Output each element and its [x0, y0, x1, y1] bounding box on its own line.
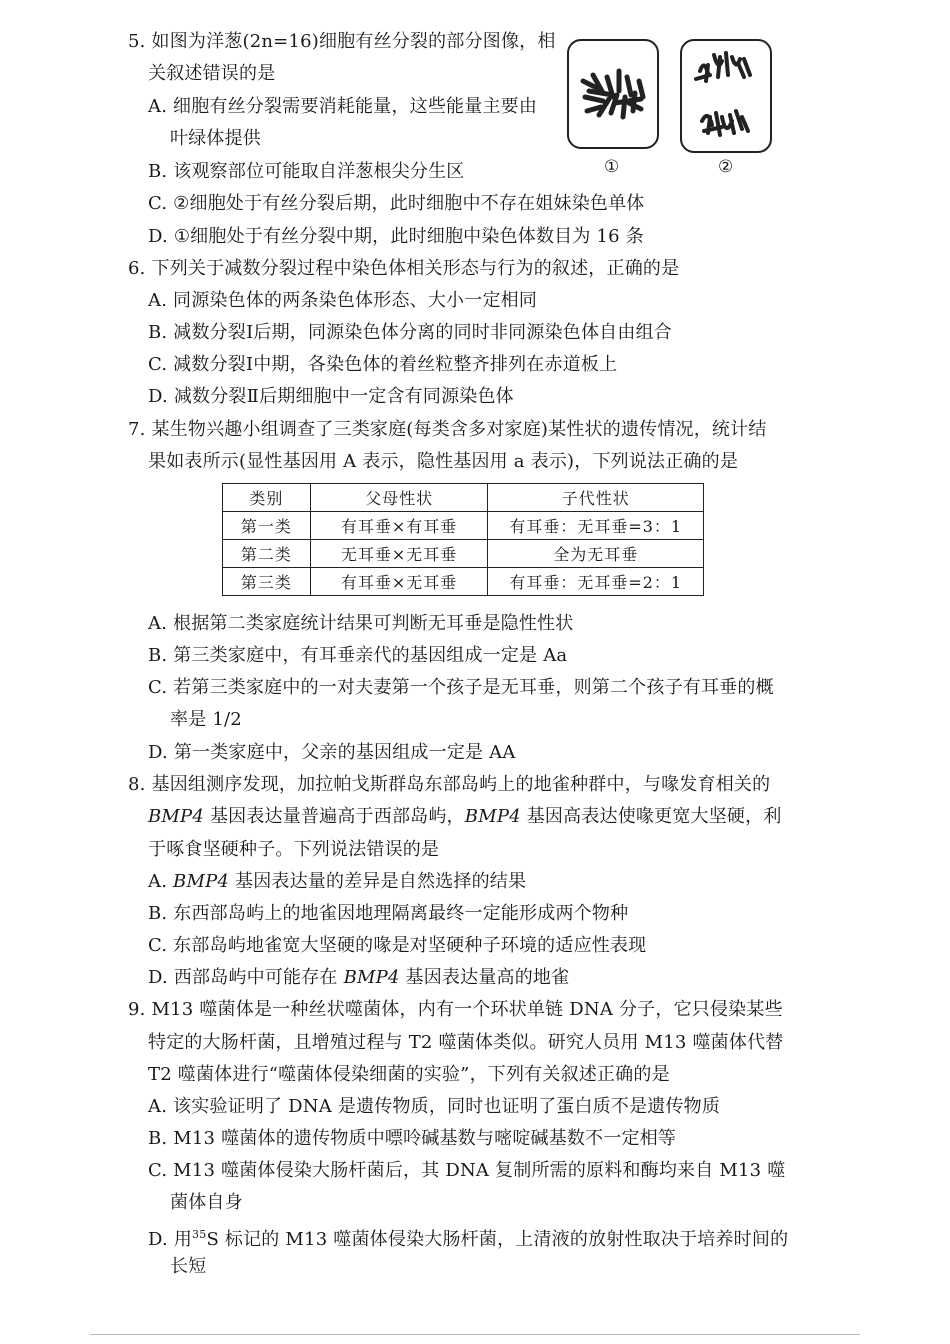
q8-stem-line2	[148, 805, 782, 829]
table-cell: 第一类	[223, 512, 311, 540]
q7-stem-line1: 7. 某生物兴趣小组调查了三类家庭(每类含多对家庭)某性状的遗传情况，统计结	[128, 419, 767, 440]
isotope-mass-number: 35	[192, 1228, 207, 1241]
option-text: 基因表达量的差异是自然选择的结果	[229, 871, 527, 892]
q6-option-a: A. 同源染色体的两条染色体形态、大小一定相同	[148, 290, 538, 311]
q5-option-a-line2: 叶绿体提供	[170, 128, 261, 149]
q8-stem-line1: 8. 基因组测序发现，加拉帕戈斯群岛东部岛屿上的地雀种群中，与喙发育相关的	[128, 774, 771, 795]
q7-option-c-line1: C. 若第三类家庭中的一对夫妻第一个孩子是无耳垂，则第二个孩子有耳垂的概	[148, 677, 774, 698]
table-row	[223, 540, 704, 568]
q5-option-d: D. ①细胞处于有丝分裂中期，此时细胞中染色体数目为 16 条	[148, 226, 644, 247]
inheritance-table	[222, 483, 704, 596]
q9-option-d-line1	[148, 1223, 788, 1252]
table-row	[223, 568, 704, 596]
figure-1-label: ①	[604, 157, 620, 177]
table-cell: 有耳垂：无耳垂=2：1	[488, 568, 704, 596]
q7-option-b: B. 第三类家庭中，有耳垂亲代的基因组成一定是 Aa	[148, 645, 568, 666]
q9-option-b: B. M13 噬菌体的遗传物质中嘌呤碱基数与嘧啶碱基数不一定相等	[148, 1128, 677, 1149]
q8-option-c: C. 东部岛屿地雀宽大坚硬的喙是对坚硬种子环境的适应性表现	[148, 935, 647, 956]
table-cell: 有耳垂：无耳垂=3：1	[488, 512, 704, 540]
q7-stem-line2: 果如表所示(显性基因用 A 表示，隐性基因用 a 表示)，下列说法正确的是	[148, 451, 739, 472]
option-text-pre: D. 西部岛屿中可能存在	[148, 967, 344, 988]
q5-stem-line2: 关叙述错误的是	[148, 63, 276, 84]
table-cell: 有耳垂×无耳垂	[310, 568, 488, 596]
table-cell: 全为无耳垂	[488, 540, 704, 568]
q9-option-c-line2: 菌体自身	[170, 1192, 243, 1213]
figure-2-label: ②	[718, 157, 734, 177]
q5-stem-line1: 5. 如图为洋葱(2n=16)细胞有丝分裂的部分图像，相	[128, 31, 556, 52]
q5-option-b: B. 该观察部位可能取自洋葱根尖分生区	[148, 161, 465, 182]
table-header-cell: 父母性状	[310, 484, 488, 512]
q9-stem-line3: T2 噬菌体进行“噬菌体侵染细菌的实验”，下列有关叙述正确的是	[148, 1064, 670, 1085]
q8-stem-line2-text-a: 基因表达量普遍高于西部岛屿，	[204, 806, 465, 827]
q9-stem-line2: 特定的大肠杆菌，且增殖过程与 T2 噬菌体类似。研究人员用 M13 噬菌体代替	[148, 1032, 784, 1053]
gene-name: BMP4	[148, 806, 205, 827]
q6-option-c: C. 减数分裂Ⅰ中期，各染色体的着丝粒整齐排列在赤道板上	[148, 354, 618, 375]
table-cell: 第三类	[223, 568, 311, 596]
gene-name: BMP4	[464, 806, 521, 827]
q9-option-d-line2: 长短	[170, 1256, 207, 1277]
q5-option-a-line1: A. 细胞有丝分裂需要消耗能量，这些能量主要由	[148, 96, 538, 117]
q6-stem: 6. 下列关于减数分裂过程中染色体相关形态与行为的叙述，正确的是	[128, 258, 680, 279]
q7-option-a: A. 根据第二类家庭统计结果可判断无耳垂是隐性性状	[148, 613, 574, 634]
q8-stem-line3: 于啄食坚硬种子。下列说法错误的是	[148, 839, 440, 860]
option-text: S 标记的 M13 噬菌体侵染大肠杆菌，上清液的放射性取决于培养时间的	[206, 1229, 789, 1250]
q7-option-d: D. 第一类家庭中，父亲的基因组成一定是 AA	[148, 742, 516, 763]
option-letter: D. 用	[148, 1229, 193, 1250]
bottom-divider	[90, 1334, 860, 1335]
table-header-cell: 子代性状	[488, 484, 704, 512]
option-text-post: 基因表达量高的地雀	[399, 967, 570, 988]
gene-name: BMP4	[173, 871, 230, 892]
q8-option-b: B. 东西部岛屿上的地雀因地理隔离最终一定能形成两个物种	[148, 903, 629, 924]
q8-option-a	[148, 870, 526, 894]
table-cell: 无耳垂×无耳垂	[310, 540, 488, 568]
metaphase-chromosomes-drawing	[569, 41, 657, 147]
q8-option-d	[148, 966, 569, 990]
table-cell: 第二类	[223, 540, 311, 568]
q6-option-d: D. 减数分裂Ⅱ后期细胞中一定含有同源染色体	[148, 386, 514, 407]
table-header-row	[223, 484, 704, 512]
q9-option-a: A. 该实验证明了 DNA 是遗传物质，同时也证明了蛋白质不是遗传物质	[148, 1096, 721, 1117]
q6-option-b: B. 减数分裂Ⅰ后期，同源染色体分离的同时非同源染色体自由组合	[148, 322, 672, 343]
table-row	[223, 512, 704, 540]
cell-figure-anaphase	[680, 39, 772, 153]
gene-name: BMP4	[343, 967, 400, 988]
table-cell: 有耳垂×有耳垂	[310, 512, 488, 540]
q9-option-c-line1: C. M13 噬菌体侵染大肠杆菌后，其 DNA 复制所需的原料和酶均来自 M13 噬	[148, 1160, 786, 1181]
q5-option-c: C. ②细胞处于有丝分裂后期，此时细胞中不存在姐妹染色单体	[148, 193, 645, 214]
q7-option-c-line2: 率是 1/2	[170, 709, 242, 730]
q8-stem-line2-text-b: 基因高表达使喙更宽大坚硬，利	[520, 806, 782, 827]
q9-stem-line1: 9. M13 噬菌体是一种丝状噬菌体，内有一个环状单链 DNA 分子，它只侵染某些	[128, 999, 783, 1020]
table-header-cell: 类别	[223, 484, 311, 512]
option-letter: A.	[148, 871, 174, 892]
cell-figure-metaphase	[567, 39, 659, 149]
anaphase-chromosomes-drawing	[682, 41, 770, 151]
